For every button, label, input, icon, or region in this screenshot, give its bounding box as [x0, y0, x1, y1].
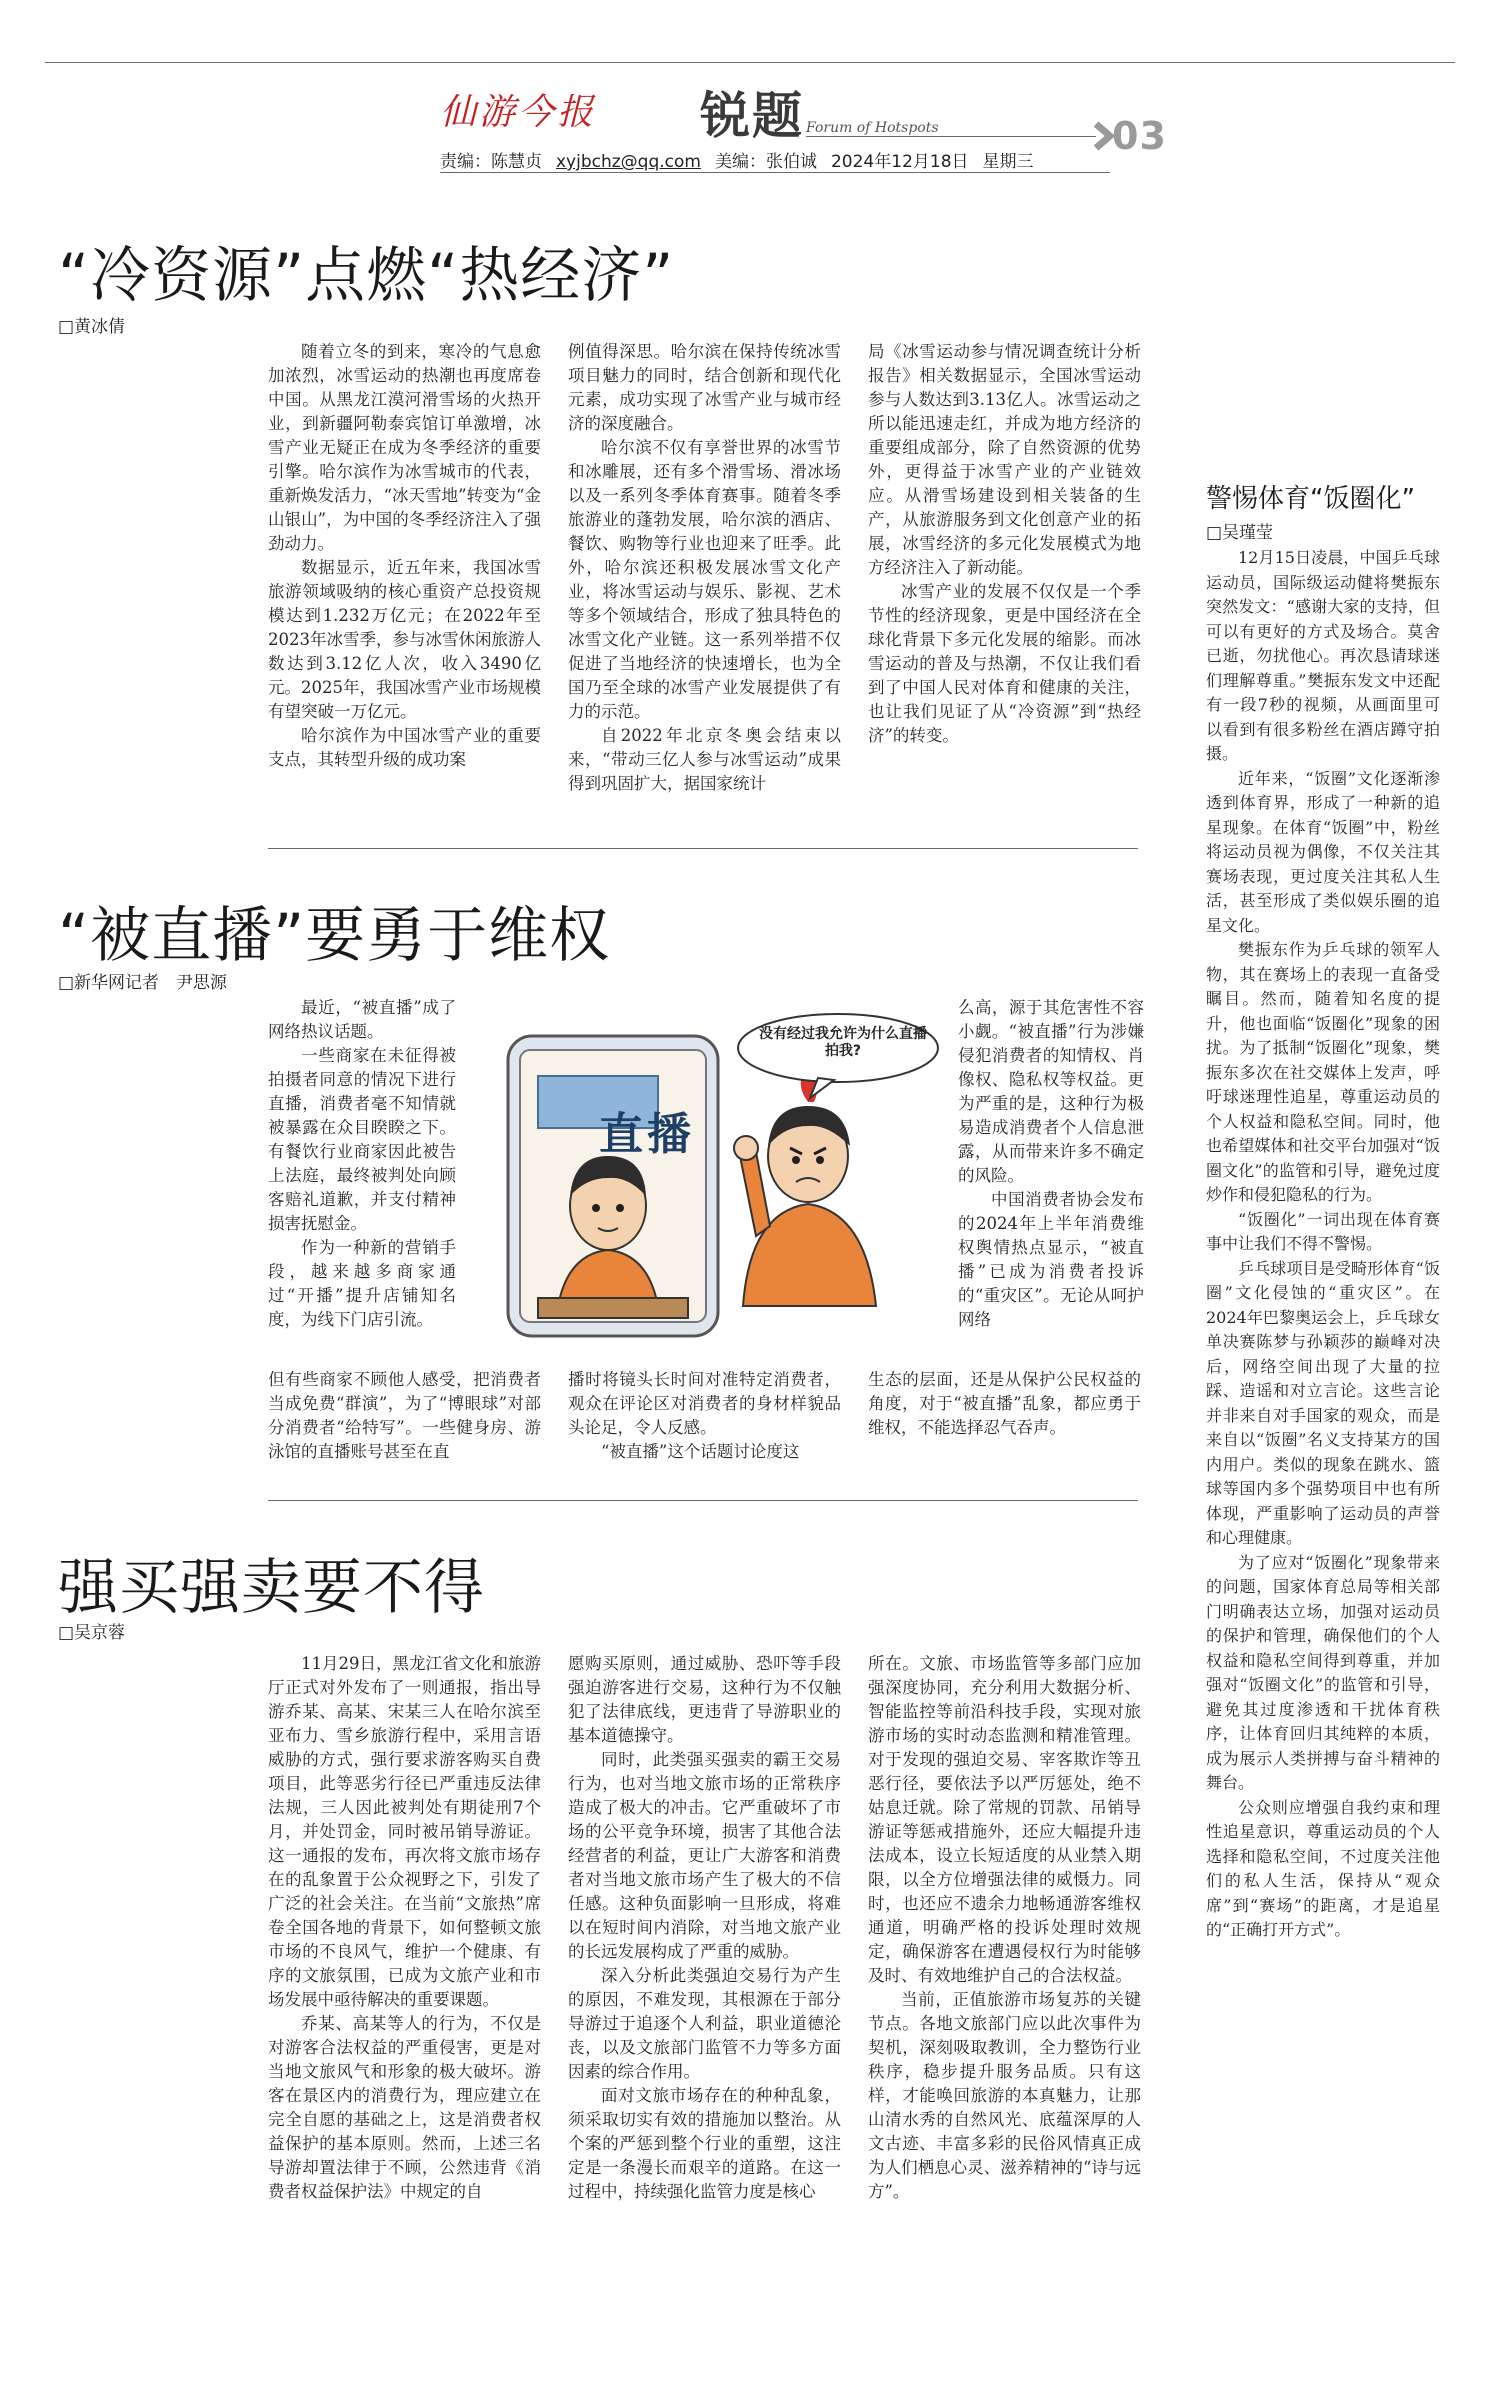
- editor-email[interactable]: xyjbchz@qq.com: [556, 152, 701, 172]
- issue-date: 2024年12月18日: [830, 152, 969, 172]
- paragraph: 乒乓球项目是受畸形体育“饭圈”文化侵蚀的“重灾区”。在2024年巴黎奥运会上，乒乓球女单决赛陈梦与孙颖莎的巅峰对决后，网络空间出现了大量的拉踩、造谣和对立言论。这些言论并非来自对手国家的观众，而是来自以“饭圈”名义支持某方的国内用户。类似的现象在跳水、篮球等国内多个强势项目中也有所体现，严重影响了运动员的声誉和心理健康。: [1206, 1258, 1440, 1547]
- paragraph: 所在。文旅、市场监管等多部门应加强深度协同，充分利用大数据分析、智能监控等前沿科技手段，实现对旅游市场的实时动态监测和精准管理。对于发现的强迫交易、宰客欺诈等丑恶行径，要依法予以严厉惩处，绝不姑息迁就。除了常规的罚款、吊销导游证等惩戒措施外，还应大幅提升违法成本，设立长短适度的从业禁入期限，以全方位增强法律的威慑力。同时，也还应不遗余力地畅通游客维权通道，明确严格的投诉处理时效规定，确保游客在遭遇侵权行为时能够及时、有效地维护自己的合法权益。: [868, 1654, 1141, 1985]
- paragraph: 一些商家在未征得被拍摄者同意的情况下进行直播，消费者毫不知情就被暴露在众目睽睽之下。有餐饮行业商家因此被告上法庭，最终被判处向顾客赔礼道歉，并支付精神损害抚慰金。: [268, 1046, 456, 1233]
- paragraph: 么高，源于其危害性不容小觑。“被直播”行为涉嫌侵犯消费者的知情权、肖像权、隐私权等权益。更为严重的是，这种行为极易造成消费者个人信息泄露，从而带来许多不确定的风险。: [958, 998, 1144, 1185]
- article-1-author: □黄冰倩: [58, 317, 126, 337]
- speech-bubble-text: 没有经过我允许为什么直播拍我?: [759, 1026, 927, 1059]
- article-2-author: □新华网记者 尹思源: [58, 973, 228, 993]
- paragraph: 生态的层面，还是从保护公民权益的角度，对于“被直播”乱象，都应勇于维权，不能选择忍气吞声。: [868, 1370, 1141, 1437]
- paragraph: 冰雪产业的发展不仅仅是一个季节性的经济现象，更是中国经济在全球化背景下多元化发展的缩影。而冰雪运动的普及与热潮，不仅让我们看到了中国人民对体育和健康的关注，也让我们见证了从“冷资源”到“热经济”的转变。: [868, 582, 1141, 745]
- editor-info-line: [440, 147, 1048, 172]
- article-1-column-3: [868, 340, 1141, 820]
- paragraph: 播时将镜头长时间对准特定消费者，观众在评论区对消费者的身材样貌品头论足，令人反感。: [568, 1370, 841, 1437]
- info-rule: [440, 172, 1110, 173]
- paragraph: 公众则应增强自我约束和理性追星意识，尊重运动员的个人选择和隐私空间，不过度关注他们的私人生活，保持从“观众席”到“赛场”的距离，才是追星的“正确打开方式”。: [1206, 1797, 1440, 1939]
- weekday: 星期三: [982, 152, 1034, 172]
- article-2-bottom-column-2: [568, 1368, 841, 1468]
- paragraph: 樊振东作为乒乓球的领军人物，其在赛场上的表现一直备受瞩目。然而，随着知名度的提升，他也面临“饭圈化”现象的困扰。为了抵制“饭圈化”现象，樊振东多次在社交媒体上发声，呼吁球迷理性追星，尊重运动员的个人权益和隐私空间。同时，他也希望媒体和社交平台加强对“饭圈文化”的监管和引导，避免过度炒作和侵犯隐私的行为。: [1206, 940, 1440, 1204]
- article-3-column-1: [268, 1652, 541, 2352]
- paragraph: 作为一种新的营销手段，越来越多商家通过“开播”提升店铺知名度，为线下门店引流。: [268, 1238, 456, 1329]
- editor: 责编：陈慧贞: [440, 152, 542, 172]
- paragraph: 但有些商家不顾他人感受，把消费者当成免费“群演”，为了“博眼球”对部分消费者“给特写”。一些健身房、游泳馆的直播账号甚至在直: [268, 1370, 541, 1461]
- article-3-title: 强买强卖要不得: [58, 1553, 485, 1623]
- article-3-author: □吴京蓉: [58, 1623, 126, 1643]
- top-rule: [45, 62, 1455, 63]
- paragraph: 哈尔滨作为中国冰雪产业的重要支点，其转型升级的成功案: [268, 726, 541, 769]
- paragraph: 当前，正值旅游市场复苏的关键节点。各地文旅部门应以此次事件为契机，深刻吸取教训，全力整饬行业秩序，稳步提升服务品质。只有这样，才能唤回旅游的本真魅力，让那山清水秀的自然风光、底蕴深厚的人文古迹、丰富多彩的民俗风情真正成为人们栖息心灵、滋养精神的“诗与远方”。: [868, 1990, 1141, 2201]
- divider-1: [268, 848, 1138, 849]
- paragraph: 愿购买原则，通过威胁、恐吓等手段强迫游客进行交易，这种行为不仅触犯了法律底线，更违背了导游职业的基本道德操守。: [568, 1654, 841, 1745]
- paragraph: 中国消费者协会发布的2024年上半年消费维权舆情热点显示，“被直播”已成为消费者投诉的“重灾区”。无论从呵护网络: [958, 1190, 1144, 1329]
- article-2-column-left: [268, 996, 456, 1366]
- paragraph: 数据显示，近五年来，我国冰雪旅游领域吸纳的核心重资产总投资规模达到1.232万亿元；在2022年至2023年冰雪季，参与冰雪休闲旅游人数达到3.12亿人次，收入3490亿元。2025年，我国冰雪产业市场规模有望突破一万亿元。: [268, 558, 541, 721]
- article-1-column-2: [568, 340, 841, 820]
- paragraph: “被直播”这个话题讨论度这: [601, 1442, 800, 1461]
- article-3-column-3: [868, 1652, 1141, 2352]
- paragraph: 面对文旅市场存在的种种乱象，须采取切实有效的措施加以整治。从个案的严惩到整个行业的重塑，这注定是一条漫长而艰辛的道路。在这一过程中，持续强化监管力度是核心: [568, 2086, 841, 2201]
- page-number: 03: [1112, 114, 1167, 158]
- paper-name: 仙游今报: [440, 92, 597, 133]
- article-4-author: □吴瑾莹: [1206, 523, 1274, 543]
- divider-2: [268, 1500, 1138, 1501]
- paragraph: 12月15日凌晨，中国乒乓球运动员，国际级运动健将樊振东突然发文：“感谢大家的支持，但可以有更好的方式及场合。莫舍已逝，勿扰他心。再次恳请球迷们理解尊重。”樊振东发文中还配有一段7秒的视频，从画面里可以看到有很多粉丝在酒店蹲守拍摄。: [1206, 548, 1440, 763]
- paragraph: 同时，此类强买强卖的霸王交易行为，也对当地文旅市场的正常秩序造成了极大的冲击。它严重破坏了市场的公平竞争环境，损害了其他合法经营者的利益，更让广大游客和消费者对当地文旅市场产生了极大的不信任感。这种负面影响一旦形成，将难以在短时间内消除，对当地文旅产业的长远发展构成了严重的威胁。: [568, 1750, 841, 1961]
- paragraph: 深入分析此类强迫交易行为产生的原因，不难发现，其根源在于部分导游过于追逐个人利益，职业道德沦丧，以及文旅部门监管不力等多方面因素的综合作用。: [568, 1966, 841, 2081]
- paragraph: “饭圈化”一词出现在体育赛事中让我们不得不警惕。: [1206, 1209, 1440, 1253]
- paragraph: 哈尔滨不仅有享誉世界的冰雪节和冰雕展，还有多个滑雪场、滑冰场以及一系列冬季体育赛事。随着冬季旅游业的蓬勃发展，哈尔滨的酒店、餐饮、购物等行业也迎来了旺季。此外，哈尔滨还积极发展冰雪文化产业，将冰雪运动与娱乐、影视、艺术等多个领域结合，形成了独具特色的冰雪文化产业链。这一系列举措不仅促进了当地经济的快速增长，也为全国乃至全球的冰雪产业发展提供了有力的示范。: [568, 438, 841, 721]
- article-2-bottom-column-1: [268, 1368, 541, 1468]
- article-2-column-right: [958, 996, 1144, 1366]
- paragraph: 例值得深思。哈尔滨在保持传统冰雪项目魅力的同时，结合创新和现代化元素，成功实现了冰雪产业与城市经济的深度融合。: [568, 342, 841, 433]
- article-2-bottom-column-3: [868, 1368, 1141, 1468]
- article-1-title: “冷资源”点燃“热经济”: [58, 241, 675, 311]
- art-editor: 美编：张伯诚: [714, 152, 817, 172]
- paragraph: 近年来，“饭圈”文化逐渐渗透到体育界，形成了一种新的追星现象。在体育“饭圈”中，粉丝将运动员视为偶像，不仅关注其赛场表现，更过度关注其私人生活，甚至形成了类似娱乐圈的追星文化。: [1206, 768, 1440, 935]
- masthead-rule: [806, 136, 1096, 137]
- paragraph: 乔某、高某等人的行为，不仅是对游客合法权益的严重侵害，更是对当地文旅风气和形象的极大破坏。游客在景区内的消费行为，理应建立在完全自愿的基础之上，这是消费者权益保护的基本原则。然而，上述三名导游却置法律于不顾，公然违背《消费者权益保护法》中规定的自: [268, 2014, 541, 2201]
- paragraph: 局《冰雪运动参与情况调查统计分析报告》相关数据显示，全国冰雪运动参与人数达到3.13亿人。冰雪运动之所以能迅速走红，并成为地方经济的重要组成部分，除了自然资源的优势外，更得益于冰雪产业的产业链效应。从滑雪场建设到相关装备的生产，从旅游服务到文化创意产业的拓展，冰雪经济的多元化发展模式为地方经济注入了新动能。: [868, 342, 1141, 577]
- paragraph: 自2022年北京冬奥会结束以来，“带动三亿人参与冰雪运动”成果得到巩固扩大，据国家统计: [568, 726, 841, 793]
- section-title: 锐题: [700, 87, 804, 145]
- paragraph: 为了应对“饭圈化”现象带来的问题，国家体育总局等相关部门明确表达立场，加强对运动员的保护和管理，确保他们的个人权益和隐私空间得到尊重，并加强对“饭圈文化”的监管和引导，避免其过度渗透和干扰体育秩序，让体育回归其纯粹的本质，成为展示人类拼搏与奋斗精神的舞台。: [1206, 1552, 1440, 1792]
- article-4-title: 警惕体育“饭圈化”: [1206, 484, 1415, 514]
- paragraph: 最近，“被直播”成了网络热议话题。: [268, 998, 456, 1041]
- section-english: Forum of Hotspots: [806, 120, 939, 136]
- article-1-column-1: [268, 340, 541, 820]
- article-3-column-2: [568, 1652, 841, 2352]
- article-2-title: “被直播”要勇于维权: [58, 901, 611, 971]
- live-stream-label: 直播: [599, 1109, 695, 1160]
- paragraph: 11月29日，黑龙江省文化和旅游厅正式对外发布了一则通报，指出导游乔某、高某、宋某三人在哈尔滨至亚布力、雪乡旅游行程中，采用言语威胁的方式，强行要求游客购买自费项目，此等恶劣行径已严重违反法律法规，三人因此被判处有期徒刑7个月，并处罚金，同时被吊销导游证。这一通报的发布，再次将文旅市场存在的乱象置于公众视野之下，引发了广泛的社会关注。在当前“文旅热”席卷全国各地的背景下，如何整顿文旅市场的不良风气，维护一个健康、有序的文旅氛围，已成为文旅产业和市场发展中亟待解决的重要课题。: [268, 1654, 541, 2009]
- paragraph: 随着立冬的到来，寒冷的气息愈加浓烈，冰雪运动的热潮也再度席卷中国。从黑龙江漠河滑雪场的火热开业，到新疆阿勒泰宾馆订单激增，冰雪产业无疑正在成为冬季经济的重要引擎。哈尔滨作为冰雪城市的代表，重新焕发活力，“冰天雪地”转变为“金山银山”，为中国的冬季经济注入了强劲动力。: [268, 342, 541, 553]
- article-4-column: [1206, 546, 1440, 2366]
